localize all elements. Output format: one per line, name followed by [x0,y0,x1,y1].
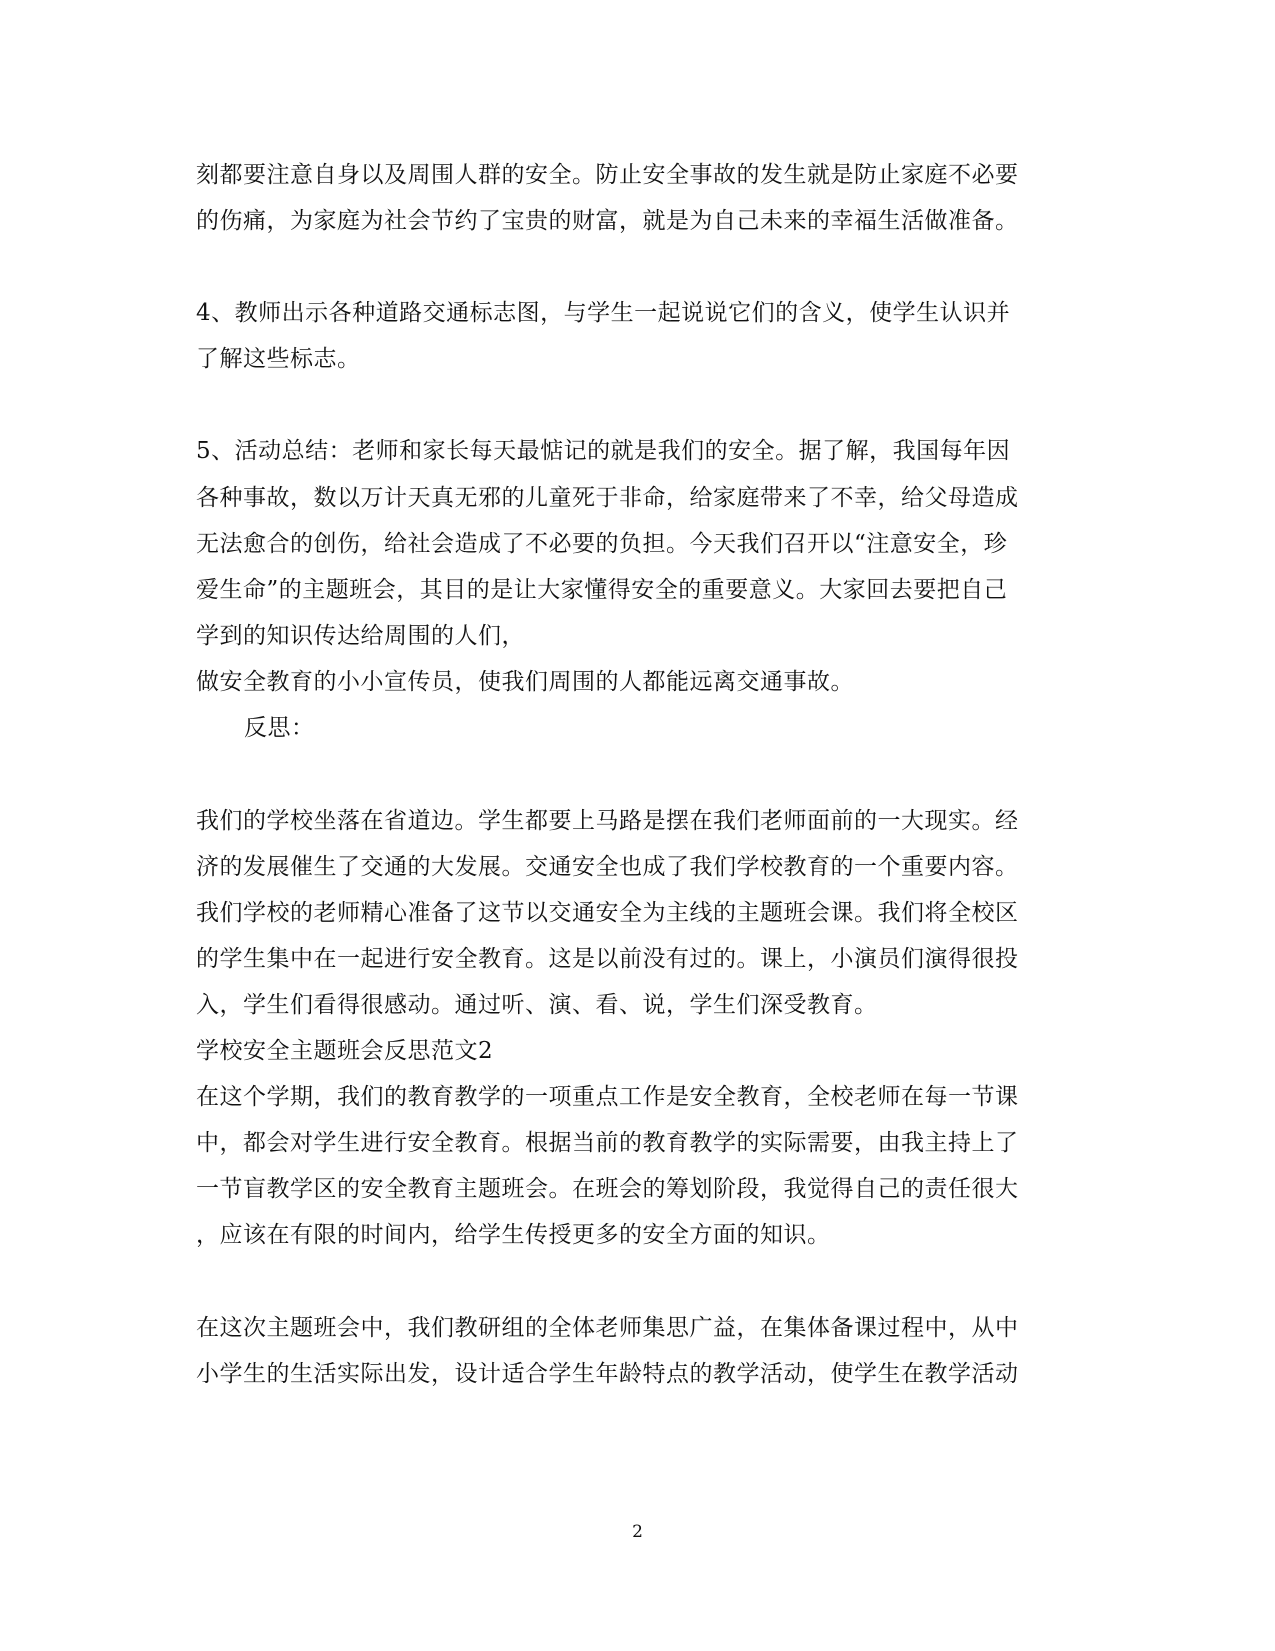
text-line: 我们的学校坐落在省道边。学生都要上马路是摆在我们老师面前的一大现实。经 [196,808,1019,834]
text-line: 中，都会对学生进行安全教育。根据当前的教育教学的实际需要，由我主持上了 [196,1130,1019,1156]
text-line: 的伤痛，为家庭为社会节约了宝贵的财富，就是为自己未来的幸福生活做准备。 [196,208,1019,234]
text-line: 无法愈合的创伤，给社会造成了不必要的负担。今天我们召开以“注意安全，珍 [196,531,1008,557]
text-line: 在这个学期，我们的教育教学的一项重点工作是安全教育，全校老师在每一节课 [196,1084,1019,1110]
text-line: 小学生的生活实际出发，设计适合学生年龄特点的教学活动，使学生在教学活动 [196,1361,1019,1387]
section-heading: 反思： [244,715,315,741]
text-line: 做安全教育的小小宣传员，使我们周围的人都能远离交通事故。 [196,669,854,695]
text-line: 4、教师出示各种道路交通标志图，与学生一起说说它们的含义，使学生认识并 [196,300,1011,326]
page-number: 2 [632,1522,643,1542]
text-line: 各种事故，数以万计天真无邪的儿童死于非命，给家庭带来了不幸，给父母造成 [196,485,1019,511]
text-line: 济的发展催生了交通的大发展。交通安全也成了我们学校教育的一个重要内容。 [196,854,1019,880]
text-line: 爱生命”的主题班会，其目的是让大家懂得安全的重要意义。大家回去要把自己 [196,577,1008,603]
text-line: 一节盲教学区的安全教育主题班会。在班会的筹划阶段，我觉得自己的责任很大 [196,1176,1019,1202]
text-line: 刻都要注意自身以及周围人群的安全。防止安全事故的发生就是防止家庭不必要 [196,162,1019,188]
text-line: 5、活动总结：老师和家长每天最惦记的就是我们的安全。据了解，我国每年因 [196,438,1011,464]
text-line: 在这次主题班会中，我们教研组的全体老师集思广益，在集体备课过程中，从中 [196,1315,1019,1341]
text-line: 我们学校的老师精心准备了这节以交通安全为主线的主题班会课。我们将全校区 [196,900,1019,926]
text-line: 入，学生们看得很感动。通过听、演、看、说，学生们深受教育。 [196,992,878,1018]
article-subtitle: 学校安全主题班会反思范文2 [196,1038,494,1064]
text-line: 学到的知识传达给周围的人们， [196,623,525,649]
text-line: 的学生集中在一起进行安全教育。这是以前没有过的。课上，小演员们演得很投 [196,946,1019,972]
text-line: ，应该在有限的时间内，给学生传授更多的安全方面的知识。 [196,1222,831,1248]
text-line: 了解这些标志。 [196,346,361,372]
